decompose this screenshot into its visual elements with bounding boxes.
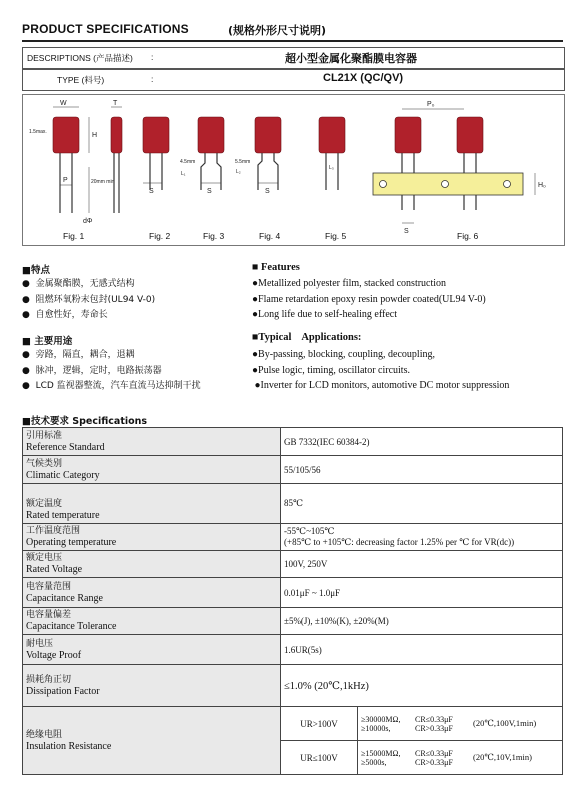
fig5-body	[319, 117, 345, 153]
apps-cn-title: ■ 主要用途	[22, 336, 73, 347]
list-item: ● 脉冲，逻辑，定时，电路振荡器	[22, 365, 162, 376]
dim-l1: L₁	[181, 171, 186, 177]
features-en-title: ■ Features	[252, 262, 300, 273]
fig2-body	[143, 117, 169, 153]
descriptions-label: DESCRIPTIONS (产品描述)	[27, 53, 133, 63]
features-en-list	[252, 276, 572, 323]
dim-t: T	[113, 100, 118, 107]
list-item: ● 阻燃环氧粉末包封(UL94 V-0)	[22, 294, 156, 305]
fig1-body	[53, 117, 79, 153]
dim-h0: H₀	[538, 182, 546, 189]
fig2-label: Fig. 2	[149, 231, 171, 241]
list-item: ●By-passing, blocking, coupling, decoupling,	[252, 349, 435, 360]
list-item: ●Pulse logic, timing, oscillator circuits.	[252, 364, 410, 376]
fig4-body	[255, 117, 281, 153]
fig4-label: Fig. 4	[259, 231, 281, 241]
fig6-body-1	[395, 117, 421, 153]
table-row: 耐电压 Voltage Proof 1.6UR(5s)	[23, 635, 563, 665]
descriptions-value: 超小型金属化聚酯膜电容器	[285, 52, 417, 65]
table-row: 气候类别 Climatic Category 55/105/56	[23, 456, 563, 484]
table-row: 电容量范围 Capacitance Range 0.01μF ~ 1.0μF	[23, 578, 563, 608]
table-row: 额定温度 Rated temperature 85℃	[23, 484, 563, 524]
fig1-label: Fig. 1	[63, 231, 85, 241]
fig3-body	[198, 117, 224, 153]
dim-s-fig6: S	[404, 228, 409, 235]
apps-en-title: ■Typical Applications:	[252, 332, 362, 343]
list-item: ● 自愈性好，寿命长	[22, 310, 108, 320]
dim-h: H	[92, 132, 98, 139]
specifications-table	[22, 427, 563, 775]
page-title: PRODUCT SPECIFICATIONS	[22, 22, 189, 36]
list-item: ● 旁路，隔直，耦合，退耦	[22, 350, 135, 360]
fig6-label: Fig. 6	[457, 231, 479, 241]
specs-title: ■技术要求 Specifications	[22, 416, 148, 427]
type-label: TYPE (料号)	[57, 75, 105, 85]
dim-p0: P₀	[427, 101, 435, 108]
list-item: ● LCD 监视器整流，汽车直流马达抑制干扰	[22, 381, 201, 391]
fig6-body-2	[457, 117, 483, 153]
dim-55mm: 5.5mm	[235, 159, 251, 165]
features-cn-list	[22, 277, 247, 324]
dim-s-fig3: S	[207, 188, 212, 195]
dim-s-fig2: S	[149, 188, 154, 195]
apps-en-list	[252, 347, 577, 394]
list-item: ● 金属聚酯膜，无感式结构	[22, 279, 135, 289]
dim-w: W	[60, 100, 67, 107]
dim-45mm: 4.5mm	[180, 159, 196, 165]
fig1-side	[111, 117, 122, 153]
list-item: ●Long life due to self-healing effect	[252, 309, 397, 320]
table-row: 工作温度范围 Operating temperature -55℃~105℃ (+85℃ to +105℃: decreasing factor 1.25% per ℃ for VR(dc))	[23, 524, 563, 551]
page-subtitle: (规格外形尺寸说明)	[228, 24, 327, 37]
table-row: 绝缘电阻 Insulation Resistance UR>100V ≥30000MΩ, ≥10000s, CR≤0.33μF CR>0.33μF (20℃,100V,1min)	[23, 707, 563, 741]
apps-cn-list	[22, 348, 257, 395]
type-colon: :	[151, 74, 154, 84]
list-item: ●Flame retardation epoxy resin powder coated(UL94 V-0)	[252, 293, 486, 305]
fig3-label: Fig. 3	[203, 231, 225, 241]
dim-l3: L₃	[329, 165, 334, 171]
dim-s-fig4: S	[265, 188, 270, 195]
type-value: CL21X (QC/QV)	[323, 72, 404, 84]
dimension-figures	[22, 94, 565, 246]
descriptions-row	[22, 47, 565, 69]
table-row: 电容量偏差 Capacitance Tolerance ±5%(J), ±10%(K), ±20%(M)	[23, 608, 563, 635]
dim-max15: 1.5max.	[29, 129, 47, 135]
capacitor-drawings	[23, 95, 564, 245]
table-row: UR≤100V ≥15000MΩ, ≥5000s, CR≤0.33μF CR>0.33μF (20℃,10V,1min)	[23, 741, 563, 775]
fig5-label: Fig. 5	[325, 231, 347, 241]
dim-p: P	[63, 177, 68, 184]
dim-l2: L₂	[236, 169, 241, 175]
list-item: ●Metallized polyester film, stacked construction	[252, 278, 447, 289]
type-row	[22, 69, 565, 91]
header-divider	[22, 40, 563, 42]
table-row: 额定电压 Rated Voltage 100V, 250V	[23, 551, 563, 578]
dim-d: dΦ	[83, 218, 93, 225]
dim-min20: 20mm min	[91, 179, 115, 185]
table-row: 引用标准 Reference Standard GB 7332(IEC 60384-2)	[23, 428, 563, 456]
table-row: 损耗角正切 Dissipation Factor ≤1.0% (20℃,1kHz)	[23, 665, 563, 707]
list-item: ●Inverter for LCD monitors, automotive DC motor suppression	[252, 380, 510, 391]
features-cn-title: ■特点	[22, 265, 50, 276]
descriptions-colon: :	[151, 52, 154, 62]
